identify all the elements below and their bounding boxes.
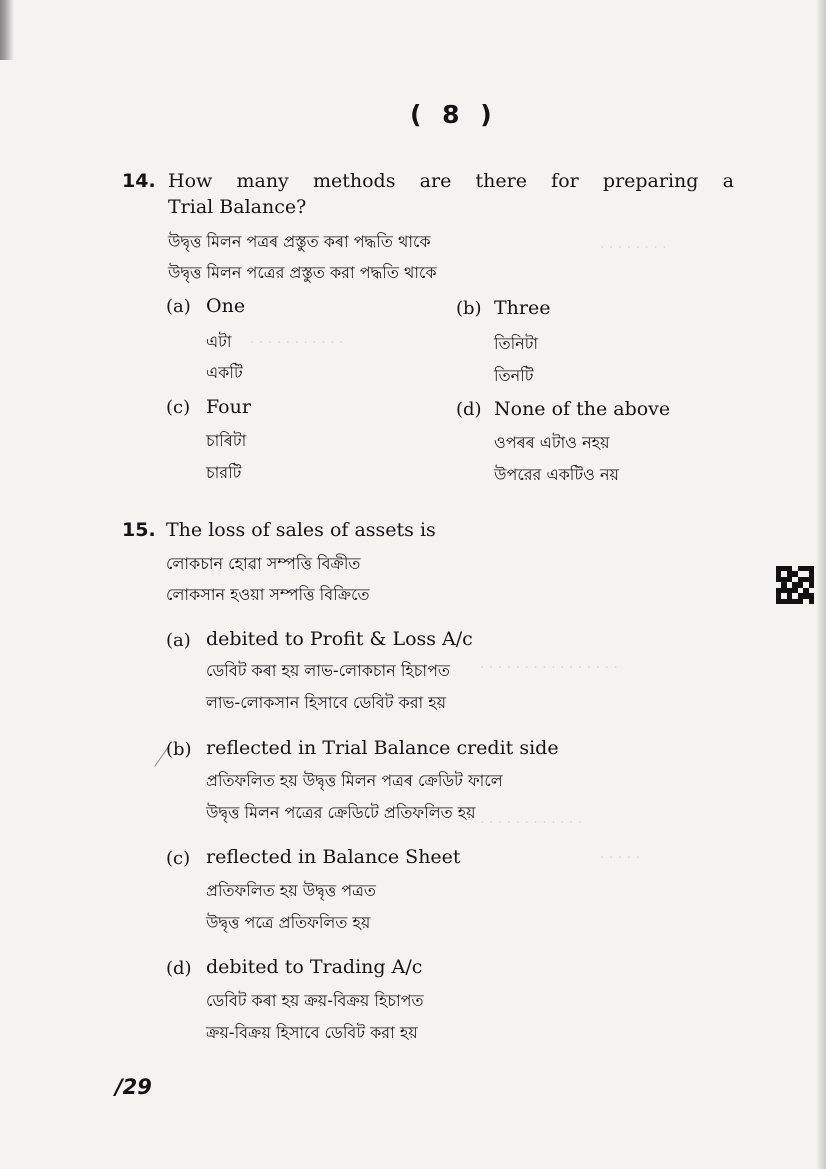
option-text-as: ডেবিট কৰা হয় ক্ৰয়-বিক্ৰয় হিচাপত <box>206 991 424 1010</box>
bleed-through: · · · · · · · · · · · · · · · · <box>480 660 618 676</box>
page-number: ( 8 ) <box>410 100 498 129</box>
option-text-en: Four <box>206 396 251 418</box>
word: for <box>551 170 579 192</box>
question-text-bengali: লোকসান হওয়া সম্পত্তি বিক্রিতে <box>166 585 370 604</box>
option-text-as: এটা <box>206 332 232 351</box>
option-text-bn: তিনটি <box>494 366 534 385</box>
option-text-bn: ক্রয়-বিক্রয় হিসাবে ডেবিট করা হয় <box>206 1023 418 1042</box>
option-text-en: debited to Profit & Loss A/c <box>206 628 473 650</box>
question-text: The loss of sales of assets is <box>166 519 436 541</box>
word: methods <box>312 170 396 192</box>
option-label: (c) <box>166 397 191 418</box>
bleed-through: · · · · · <box>600 850 641 866</box>
bleed-through: · · · · · · · · <box>600 240 667 256</box>
option-text-bn: একটি <box>206 363 243 382</box>
option-text-as: প্ৰতিফলিত হয় উদ্বৃত্ত পত্ৰত <box>206 881 376 900</box>
option-text-bn: উপরের একটিও নয় <box>494 465 619 484</box>
question-text-line1 <box>168 170 734 192</box>
option-label: (a) <box>166 296 191 317</box>
option-text-as: ওপৰৰ এটাও নহয় <box>494 433 610 452</box>
option-text-en: None of the above <box>494 398 671 420</box>
option-label: (d) <box>166 958 192 979</box>
option-text-en: debited to Trading A/c <box>206 956 423 978</box>
qr-code-icon <box>776 566 814 604</box>
option-text-bn: লাভ-লোকসান হিসাবে ডেবিট করা হয় <box>206 693 447 712</box>
option-text-as: প্ৰতিফলিত হয় উদ্বৃত্ত মিলন পত্ৰৰ ক্ৰেডিট ফালে <box>206 771 503 790</box>
option-label: (d) <box>456 399 482 420</box>
option-text-bn: উদ্বৃত্ত পত্রে প্রতিফলিত হয় <box>206 913 371 932</box>
option-label: (b) <box>166 739 192 760</box>
word: preparing <box>602 170 699 192</box>
question-text-bengali: উদ্বৃত্ত মিলন পত্রের প্রস্তুত করা পদ্ধতি থাকে <box>168 263 437 282</box>
word: there <box>475 170 527 192</box>
scan-edge-shadow <box>0 0 14 60</box>
word: are <box>419 170 452 192</box>
question-number: 14. <box>122 170 156 192</box>
word: many <box>236 170 289 192</box>
option-text-bn: চারটি <box>206 463 242 482</box>
option-text-en: One <box>206 295 246 317</box>
option-text-bn: উদ্বৃত্ত মিলন পত্রের ক্রেডিটে প্রতিফলিত হয় <box>206 803 476 822</box>
question-number: 15. <box>122 519 156 541</box>
question-text-assamese: লোকচান হোৱা সম্পত্তি বিক্ৰীত <box>166 554 361 573</box>
scan-edge-right <box>816 0 826 1169</box>
option-text-en: reflected in Trial Balance credit side <box>206 737 559 759</box>
option-label: (b) <box>456 298 482 319</box>
option-text-as: তিনিটা <box>494 334 539 353</box>
option-label: (c) <box>166 848 191 869</box>
question-text-line2: Trial Balance? <box>168 196 307 218</box>
option-text-en: reflected in Balance Sheet <box>206 846 461 868</box>
word: How <box>168 170 213 192</box>
option-text-as: চাৰিটা <box>206 431 247 450</box>
option-label: (a) <box>166 630 191 651</box>
option-text-as: ডেবিট কৰা হয় লাভ-লোকচান হিচাপত <box>206 661 450 680</box>
bleed-through: · · · · · · · · · · · <box>250 335 344 351</box>
word: a <box>722 170 734 192</box>
footer-code: /29 <box>115 1075 152 1099</box>
bleed-through: · · · · · · · · · · · · <box>480 815 583 831</box>
option-text-en: Three <box>494 297 551 319</box>
question-text-assamese: উদ্বৃত্ত মিলন পত্ৰৰ প্ৰস্তুত কৰা পদ্ধতি থাকে <box>168 232 431 251</box>
